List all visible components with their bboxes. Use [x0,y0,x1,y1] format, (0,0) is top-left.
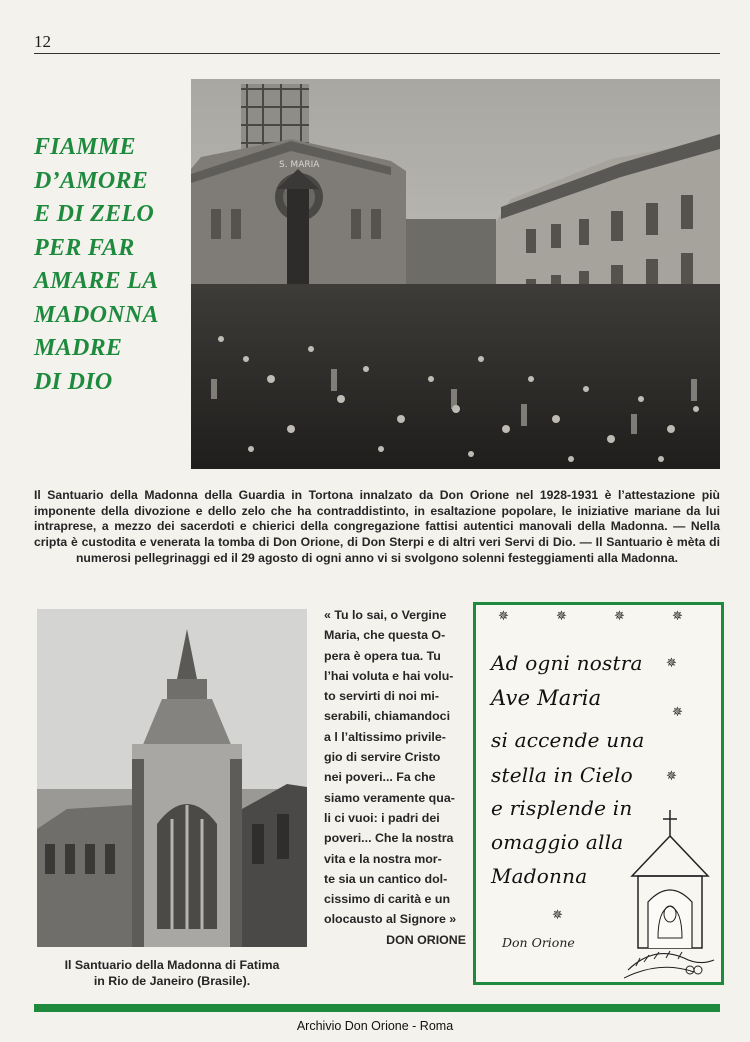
headline-line: E DI ZELO [34,201,155,227]
quote-line: gio di servire Cristo [324,750,441,765]
fatima-photo [37,609,307,947]
fatima-illustration [37,609,307,947]
quote-line: a l l’altissimo privile- [324,729,446,744]
box-line: Ad ogni nostra [491,651,643,675]
quote-line: te sia un cantico dol- [324,871,448,886]
box-line: Madonna [491,864,588,888]
box-signature: Don Orione [502,935,575,950]
headline-line: MADONNA [34,301,159,328]
star-icon: ✵ [666,768,677,783]
ave-maria-box [473,602,724,985]
don-orione-quote [324,605,466,950]
star-icon: ✵ [672,704,683,719]
quote-line: l’hai voluta e hai volu- [324,668,454,683]
star-icon: ✵ [614,608,625,623]
headline-line: AMARE LA [34,268,159,294]
madonna-shrine-drawing [624,810,716,980]
bottom-rule [34,1004,720,1012]
headline-line: PER FAR [34,234,135,261]
box-line: stella in Cielo [491,763,633,787]
quote-line: poveri... Che la nostra [324,831,454,846]
quote-line: to servirti di noi mi- [324,689,439,704]
fatima-caption-line: Il Santuario della Madonna di Fatima [64,958,280,972]
quote-line: nei poveri... Fa che [324,770,436,785]
box-line: omaggio alla [491,830,624,854]
headline-line: D’AMORE [34,167,149,194]
quote-line: cissimo di carità e un [324,892,451,907]
star-icon: ✵ [556,608,567,623]
star-icon: ✵ [498,608,509,623]
sanctuary-caption: Il Santuario della Madonna della Guardia in Tortona innalzato da Don Orione nel 1928-1931 è l’attestazione più imponente della divozione e dello zelo che ha contraddistinto, in esaltazione popolare, le iniziative mariane da lui intraprese, a mezzo dei sacerdoti e chierici della congregazione fattisi autentici manovali della Madonna. — Nella cripta è custodita e venerata la tomba di Don Orione, di Don Sterpi e di altri veri Servi di Dio. — Il Santuario è mèta di numerosi pellegrinaggi ed il 29 agosto di ogni anno vi si svolgono solenni festeggiamenti alla Madonna. [34,488,720,565]
box-line: Ave Maria [491,686,602,710]
quote-line: vita e la nostra mor- [324,851,442,866]
headline [34,131,190,399]
fatima-caption-line: in Rio de Janeiro (Brasile). [93,974,251,988]
headline-line: MADRE [34,335,123,361]
page-number: 12 [34,32,51,51]
quote-line: siamo veramente qua- [324,790,455,805]
box-line: e risplende in [491,796,633,820]
quote-line: serabili, chiamandoci [324,709,451,724]
headline-line: DI DIO [34,368,113,395]
star-icon: ✵ [552,907,563,922]
sanctuary-illustration [191,79,720,469]
facade-text: S. MARIA [279,160,320,170]
quote-signature: DON ORIONE [386,932,466,947]
headline-line: FIAMME [34,134,136,160]
quote-line: Maria, che questa O- [324,628,446,643]
star-icon: ✵ [666,655,677,670]
fatima-caption [37,957,307,989]
sanctuary-photo [191,79,720,469]
quote-line: pera è opera tua. Tu [324,648,441,663]
archive-footer: Archivio Don Orione - Roma [296,1019,454,1033]
star-icon: ✵ [672,608,683,623]
quote-line: li ci vuoi: i padri dei [324,810,440,825]
quote-line: olocausto al Signore » [324,912,457,927]
box-line: si accende una [491,728,645,752]
top-rule [34,53,720,54]
quote-line: « Tu lo sai, o Vergine [324,608,447,622]
